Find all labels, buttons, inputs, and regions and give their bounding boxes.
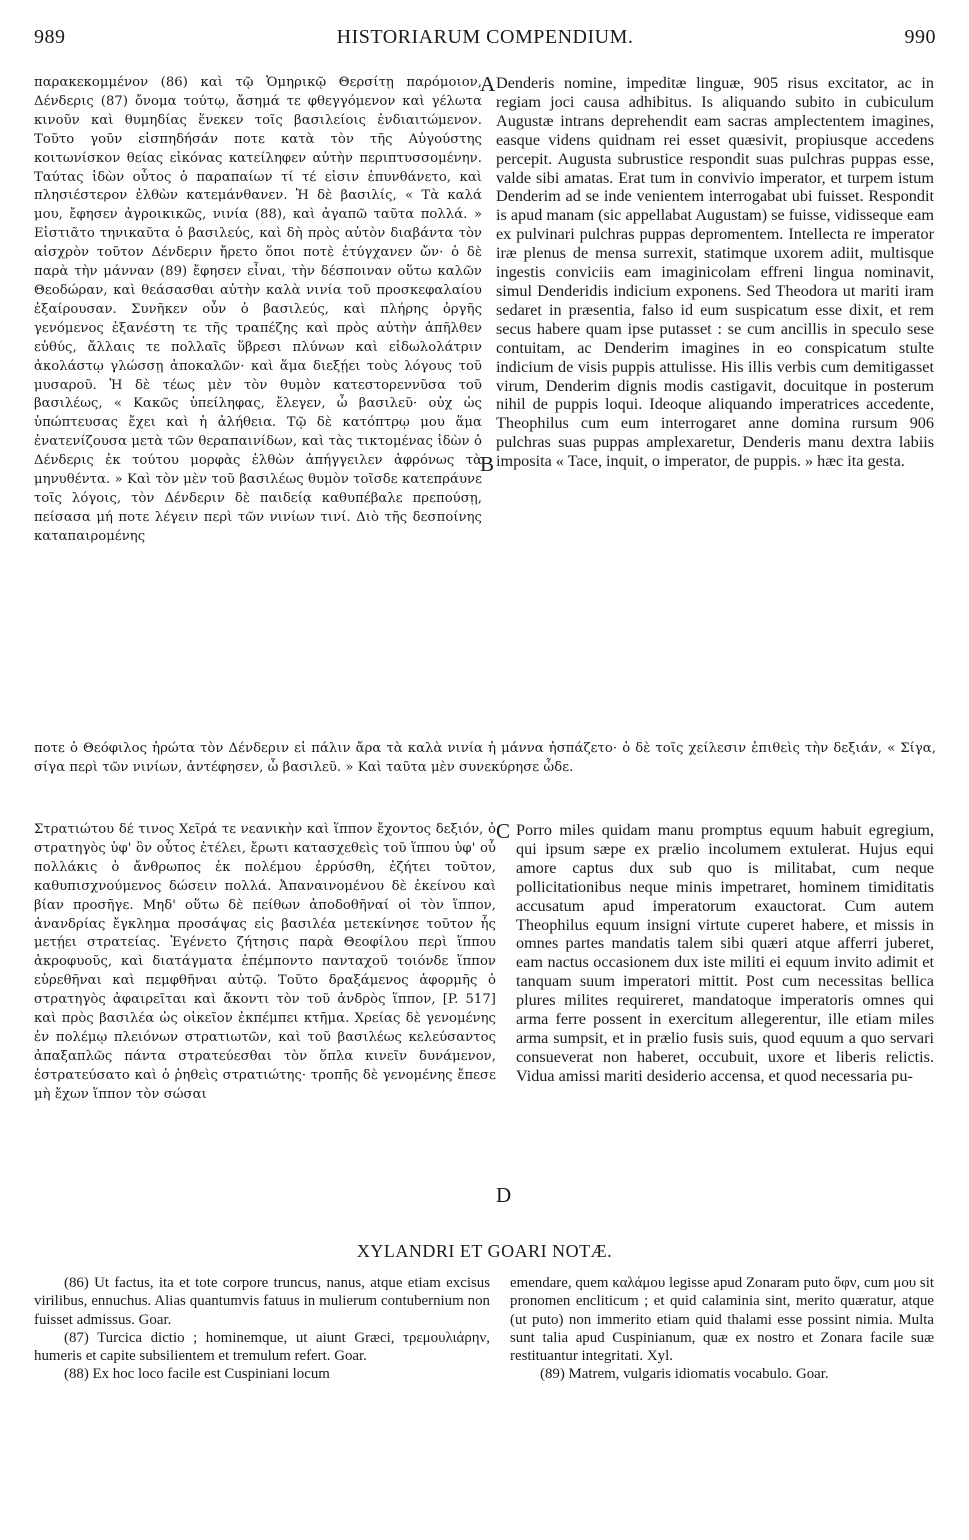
note-89: (89) Matrem, vulgaris idiomatis vocabulo. Goar. (540, 1366, 829, 1383)
margin-marker-b: B (480, 452, 495, 476)
margin-marker-c: C (496, 819, 511, 843)
page-number-left: 989 (34, 26, 66, 48)
running-header (34, 26, 936, 52)
running-title: HISTORIARUM COMPENDIUM. (336, 26, 634, 48)
note-88-continued: emendare, quem καλάμου legisse apud Zonaram puto ὄφν, cum μου sit pronomen encliticum ; et quid calaminia sint, merito quæratur, atque (ut puto) non immerito etiam quid thalami esse possint nimia. Multa sunt talia apud Cuspinianum, quæ ex nostro et Zonara facile suæ restituantur integritati. Xyl. (510, 1275, 934, 1365)
latin-column-1: Denderis nomine, impeditæ linguæ, 905 risus excitator, ac in regiam joci causa adhibitus. Is aliquando subito in cubiculum Augustæ intrans deprehendit eam sacras amplectentem imagines, easque videns quidnam rei esset quæsivit, propiusque accedens percepit. Augusta subrustice respondit suas pulchras puppas esse, valde sibi amatas. Erat tum in convivio imperator, et turpem istum Denderim ad se inde venientem interrogabat ubi fuisset. Respondit is apud manam (sic appellabat Augustam) se fuisse, vidisseque eam ex pulvinari pulchras puppas depromentem. Intellecta re imperator iræ plenus de mensa surrexit, statimque uxorem adiit, multisque ingestis conviciis eam imaginicolam effreni lingua nominavit, simul Denderidis indicium exponens. Sed Theodora ut mariti iram sedaret in præsentia, falso id eum suspicatum esse dixit, et rem secus habere quam ipse putasset : se cum ancillis in speculo sese contuitam, ac Denderim imagines in eo conspicatum stulte indicium de visis puppis attulisse. His illis verbis cum demitigasset virum, Denderim dignis modis castigavit, docuitque in posterum nihil de puppis loqui. Ideoque aliquando imperatrices accedente, Theophilus cum eum interrogaret anne domina rursum 906 pulchras suas puppas amplexaretur, Denderis manu dextra labiis imposita « Tace, inquit, o imperator, de puppis. » hæc ita gesta. (496, 74, 934, 471)
note-88: (88) Ex hoc loco facile est Cuspiniani locum (64, 1366, 330, 1383)
notes-heading: XYLANDRI ET GOARI NOTÆ. (356, 1241, 613, 1261)
notes-right-column (510, 1274, 934, 1384)
greek-full-width-paragraph: ποτε ὁ Θεόφιλος ἠρώτα τὸν Δένδεριν εἰ πάλιν ἄρα τὰ καλὰ νινία ἡ μάννα ἠσπάζετο· ὁ δὲ τοῖς χείλεσιν ἐπιθεὶς τὴν δεξιάν, « Σίγα, σίγα περὶ τῶν νινίων, ἀντέφησεν, ὦ βασιλεῦ. » Καὶ ταῦτα μὲν συνεκύρησε ὧδε. (34, 741, 936, 775)
page-number-right: 990 (904, 26, 936, 48)
margin-marker-a: A (480, 72, 496, 96)
note-87: (87) Turcica dictio ; hominemque, ut aiunt Græci, τρεμουλιάρην, humeris et capite subsilientem et tremulum refert. Goar. (34, 1329, 490, 1365)
greek-column-2: Στρατιώτου δέ τινος Χεῖρά τε νεανικὴν καὶ ἵππον ἔχοντος δεξιόν, ὁ στρατηγὸς ὑφ' ὃν οὗτος ἐτέλει, ἔρωτι κατασχεθεὶς τοῦ ἵππου ὑφ' οὗ πολλάκις ὁ ἄνθρωπος ἐκ πολέμου ἐρρύσθη, ἐζήτει τοῦτον, καθυπισχνούμενος δώσειν πολλά. Ἀπαναινομένου δὲ ἐκείνου καὶ βίαν προσῆγε. Μηδ' οὕτω δὲ πείθων ἀποδοθῆναί οἱ τὸν ἵππον, ἀνανδρίας ἔγκλημα προσάψας εἰς βασιλέα μετεκίνησε τοῦτον ἧς μετῄει στρατείας. Ἐγένετο ζήτησις παρὰ Θεοφίλου περὶ ἵππου ἀκροφυοῦς, καὶ διατάγματα ἐπέμποντο πανταχοῦ τοιόνδε ἵππον εὑρεθῆναι καὶ πεμφθῆναι αὐτῷ. Τοῦτο δραξάμενος ἀφορμῆς ὁ στρατηγὸς ἀφαιρεῖται καὶ ἄκοντι τὸν τοῦ ἀνδρὸς ἵππον, [P. 517] καὶ πρὸς βασιλέα ὡς οἰκεῖον ἐκπέμπει κτῆμα. Χρείας δὲ γενομένης ἐν πολέμῳ πλειόνων στρατιωτῶν, καὶ τοῦ βασιλέως κελεύσαντος ἀπαξαπλῶς πάντα στρατεύεσθαι τὸν ὅπλα κινεῖν δυνάμενον, ἐστρατεύσατο καὶ ὁ ῥηθεὶς στρατιώτης· τροπῆς δὲ γενομένης ἔπεσε μὴ ἔχων ἵππον τὸν σώσαι (34, 822, 496, 1102)
latin-column-2: Porro miles quidam manu promptus equum habuit egregium, qui ipsum sæpe ex prælio incolumem extulerat. Hujus equi amore captus dux sub quo is militabat, cum neque pollicitationibus neque minis impetraret, hominem timiditatis accusatum apud imperatorum exauctorat. Cum autem Theophilus equum insigni virtute cuperet habere, et missis in omnes partes mandatis talem sibi quæri atque afferri juberet, eam nactus occasionem dux iste militi ei equum invito adimit et tanquam suum imperatori mittit. Post cum necessitas bellica plures milites requireret, mandatoque imperatoris omnes qui arma ferre possent in exercitum allegerentur, ille etiam miles arma sumpsit, et in prælio fusis suis, quod equum a quo servari consueverat non haberet, occubuit, uxore et liberis relictis. Vidua amissi mariti desiderio accensa, et quod necessaria pu- (516, 821, 934, 1085)
note-86: (86) Ut factus, ita et tote corpore truncus, nanus, atque etiam excisus virilibus, ennuchus. Alias quantumvis fatuus in mulierum contubernium non fuisset admissus. Goar. (34, 1275, 490, 1328)
notes-left-column (34, 1274, 490, 1384)
margin-marker-d: D (496, 1183, 512, 1207)
greek-column-1: παρακεκομμένον (86) καὶ τῷ Ὁμηρικῷ Θερσίτῃ παρόμοιον, Δένδερις (87) ὄνομα τούτῳ, ἄσημά τε φθεγγόμενον καὶ γέλωτα κινοῦν καὶ θυμηδίας ἕνεκεν τοῖς βασιλείοις ἐνδιαιτώμενον. Τοῦτο γοῦν εἰσπηδήσάν ποτε κατὰ τὸν τῆς Αὐγούστης κοιτωνίσκον θείας εἰκόνας κατείληφεν αὐτὴν περιπτυσσομένην. Ταύτας ἰδὼν οὗτος ὁ παραπαίων τί τέ εἰσιν ἐπυνθάνετο, καὶ πλησιέστερον ἐλθὼν κατεμάνθανεν. Ἡ δὲ βασιλίς, « Τὰ καλά μου, ἔφησεν ἀγροικικῶς, νινία (88), καὶ ἀγαπῶ ταῦτα πολλά. » Εἱστιᾶτο τηνικαῦτα ὁ βασιλεύς, καὶ δὴ πρὸς αὐτὸν διαβάντα τὸν αἰσχρὸν τοῦτον Δένδεριν ἤρετο ὅποι ποτὲ ἐτύγχανεν ὤν· ὁ δὲ παρὰ τὴν μάνναν (89) ἔφησεν εἶναι, τὴν δέσποιναν οὕτω καλῶν Θεοδώραν, καὶ θεάσασθαι αὐτὴν καλὰ νινία τοῦ προσκεφαλαίου ἐξαίρουσαν. Συνῆκεν οὖν ὁ βασιλεύς, καὶ πλήρης ὀργῆς γενόμενος ἐξανέστη τε τῆς τραπέζης καὶ πρὸς αὐτὴν ἀπῆλθεν εὐθύς, ἄλλαις τε πολλαῖς ὕβρεσι πλύνων καὶ εἰδωλολάτριν ἀκολάστῳ γλώσσῃ ἀποκαλῶν· καὶ ἅμα διεξῄει τοὺς λόγους τοῦ μυσαροῦ. Ἡ δὲ τέως μὲν τὸν θυμὸν κατεστορεννῦσα τοῦ βασιλέως, « Κακῶς ὑπείληφας, ἔλεγεν, ὦ βασιλεῦ· οὐχ ὡς ὑπώπτευσας ἔχει καὶ ἡ ἀλήθεια. Τῷ δὲ κατόπτρῳ μου ἅμα ἐνατενίζουσα μετὰ τῶν θεραπαινίδων, καὶ τὰς τικτομένας ἰδὼν ὁ Δένδερις ἐκ τούτου μορφὰς ἐλθὼν ἀπήγγειλεν ἀφρόνως τὰ μηνυθέντα. » Καὶ τὸν μὲν τοῦ βασιλέως θυμὸν τοῖσδε κατεπράυνε τοῖς λόγοις, τὸν Δένδεριν δὲ παιδείᾳ καθυπέβαλε πρεπούσῃ, πείσασα μή ποτε λέγειν περὶ τῶν νινίων τινί. Διὸ τῆς δεσποίνης καταπαιρομένης (34, 75, 482, 544)
